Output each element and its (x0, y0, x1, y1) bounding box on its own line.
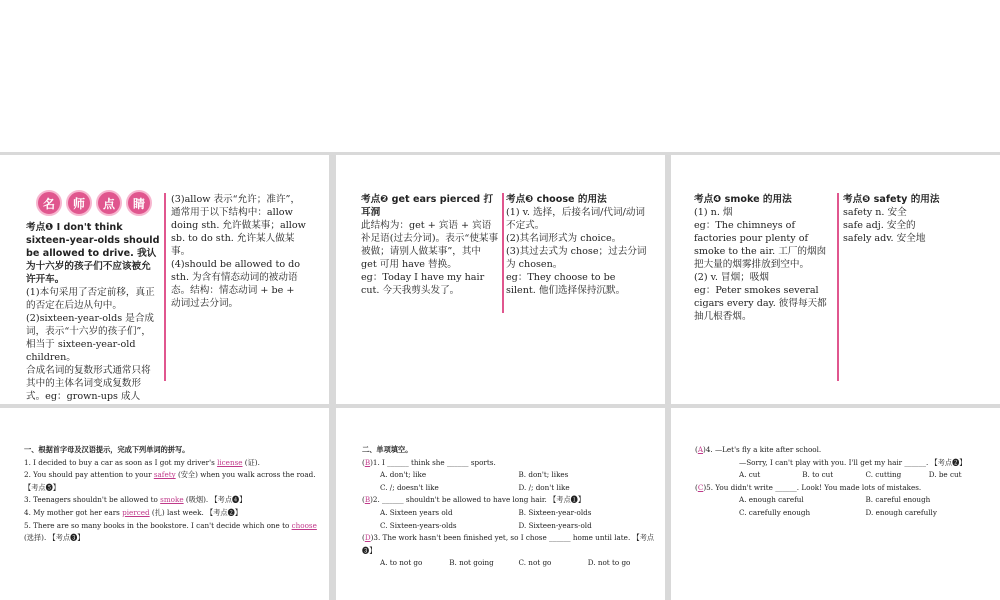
question-stem: (B)1. I ______ think she ______ sports. (362, 457, 496, 467)
options-row (362, 557, 657, 570)
item-text: (选择). 【考点❸】 (24, 533, 85, 543)
answer-letter: B (364, 457, 371, 467)
option: C. carefully enough (739, 507, 811, 517)
slide1-left-column (26, 221, 160, 403)
option: B. not going (449, 558, 494, 568)
answer-letter: A (697, 445, 704, 454)
answer-blank: smoke (160, 495, 184, 505)
option: C. cutting (865, 470, 902, 480)
option: D. be cut (928, 470, 962, 480)
point-2-example: eg：Today I have my hair cut. 今天我剪头发了。 (361, 272, 485, 296)
section-heading: 一、根据首字母及汉语提示，完成下列单词的拼写。 (24, 445, 190, 454)
options-row (695, 507, 992, 520)
point-1-note: (1)本句采用了否定前移，真正的否定在后边从句中。 (26, 287, 155, 311)
item-text: 3. Teenagers shouldn't be allowed to (24, 495, 161, 505)
stem-text: )1. I ______ think she ______ sports. (370, 457, 496, 467)
slide3-left-column (694, 193, 834, 323)
point-5-note: safely adv. 安全地 (843, 233, 926, 244)
option: C. Sixteen-years-olds (380, 520, 457, 530)
item-text: (吸烟). 【考点❹】 (183, 495, 247, 505)
answer-blank: pierced (122, 507, 150, 517)
badge-char: 睛 (126, 190, 152, 216)
slide2-right-column (506, 193, 648, 297)
option: A. cut (739, 470, 761, 480)
option: B. Sixteen-year-olds (518, 507, 592, 517)
answer-blank: license (217, 457, 243, 467)
options-row (362, 482, 657, 495)
point-3-note: (2)其名词形式为 choice。 (506, 233, 622, 244)
point-4-example: eg：Peter smokes several cigars every day. 彼得每天都抽几根香烟。 (694, 285, 827, 322)
item-text: (扎) last week. 【考点❷】 (149, 507, 242, 517)
divider-bar (164, 193, 166, 381)
point-1-note: 合成名词的复数形式通常只将其中的主体名词变成复数形式。eg：grown-ups 成人 (26, 365, 151, 402)
answer-blank: choose (291, 520, 317, 530)
item-text: 1. I decided to buy a car as soon as I got my driver's (24, 457, 218, 467)
point-5-title: 考点❺ safety 的用法 (843, 194, 940, 205)
exercise-item (24, 507, 321, 520)
option: B. don't; likes (518, 470, 569, 480)
famous-teacher-badge (36, 190, 152, 216)
point-4-note: (1) n. 烟 (694, 207, 733, 218)
options-row (362, 507, 657, 520)
spelling-exercise (24, 444, 321, 545)
divider-bar (502, 193, 504, 313)
slide-2 (336, 155, 665, 404)
question-stem: (B)2. ______ shouldn't be allowed to have long hair. 【考点❶】 (362, 495, 586, 505)
point-4-note: (2) v. 冒烟；吸烟 (694, 272, 769, 283)
badge-char: 师 (66, 190, 92, 216)
options-row (695, 494, 992, 507)
top-blank-area (0, 0, 1000, 152)
slide-3 (671, 155, 1000, 404)
option: A. don't; like (380, 470, 427, 480)
item-text: 4. My mother got her ears (24, 507, 123, 517)
slide3-right-column (843, 193, 983, 245)
option: A. to not go (380, 558, 423, 568)
point-4-example: eg：The chimneys of factories pour plenty of smoke to the air. 工厂的烟囱把大量的烟雾排放到空中。 (694, 220, 827, 270)
option: A. Sixteen years old (380, 507, 453, 517)
option: D. Sixteen-years-old (518, 520, 592, 530)
answer-blank: safety (153, 470, 176, 480)
slide2-left-column (361, 193, 499, 297)
point-1-note: (2)sixteen-year-olds 是合成词，表示“十六岁的孩子们”，相当于 sixteen-year-old children。 (26, 313, 155, 363)
divider-bar (837, 193, 839, 381)
slide-1 (0, 155, 329, 404)
choice-exercise-continued (695, 444, 992, 520)
item-text: 2. You should pay attention to your (24, 470, 154, 480)
option: A. enough careful (739, 495, 804, 505)
stem-text: )4. —Let's fly a kite after school. (703, 445, 822, 454)
point-3-note: (1) v. 选择，后接名词/代词/动词不定式。 (506, 207, 646, 231)
option: D. not to go (587, 558, 631, 568)
badge-char: 名 (36, 190, 62, 216)
badge-char: 点 (96, 190, 122, 216)
point-2-note: 此结构为：get + 宾语 + 宾语补足语(过去分词)。表示“使某事被做；请别人做某事”，其中 get 可用 have 替换。 (361, 220, 499, 270)
question-stem: (D)3. The work hasn't been finished yet, so I chose ______ home until late. 【考点❸】 (362, 533, 655, 555)
slide-4 (0, 408, 329, 600)
slide-6 (671, 408, 1000, 600)
section-heading: 二、单项填空。 (362, 445, 413, 454)
item-text: (证). (242, 457, 260, 467)
question-stem: (C)5. You didn't write ______. Look! You made lots of mistakes. (695, 482, 922, 492)
point-3-note: (3)其过去式为 chose；过去分词为 chosen。 (506, 246, 647, 270)
item-text: (安全) when you walk across the road. 【考点❺】 (24, 470, 316, 492)
point-3-example: eg：They choose to be silent. 他们选择保持沉默。 (506, 272, 626, 296)
stem-text: )3. The work hasn't been finished yet, so I chose ______ home until late. 【考点❸】 (362, 533, 655, 555)
stem-text: )2. ______ shouldn't be allowed to have long hair. 【考点❶】 (370, 495, 586, 505)
option: D. enough carefully (865, 507, 937, 517)
option: D. /; don't like (518, 482, 570, 492)
point-1-text: 考点❶ I don't think sixteen-year-olds should be allowed to drive. 我认为十六岁的孩子们不应该被允许开车。 (26, 222, 160, 285)
answer-letter: B (364, 495, 371, 505)
exercise-item (24, 520, 321, 545)
question-stem: (A)4. —Let's fly a kite after school. (695, 445, 822, 454)
exercise-item (24, 494, 321, 507)
choice-exercise (362, 444, 657, 570)
point-5-note: safe adj. 安全的 (843, 220, 916, 231)
exercise-item (24, 457, 321, 470)
slide-5 (336, 408, 665, 600)
stem-continuation: —Sorry, I can't play with you. I'll get my hair ______. 【考点❷】 (739, 457, 967, 467)
option: B. to cut (802, 470, 834, 480)
options-row (695, 469, 992, 482)
item-text: 5. There are so many books in the bookstore. I can't decide which one to (24, 520, 292, 530)
point-1-note: (4)should be allowed to do sth. 为含有情态动词的被动语态。结构：情态动词 + be + 动词过去分词。 (171, 259, 301, 309)
slide1-right-column (171, 193, 307, 310)
option: C. /; doesn't like (380, 482, 439, 492)
options-row (362, 469, 657, 482)
exercise-item (24, 469, 321, 494)
point-4-title: 考点❹ smoke 的用法 (694, 194, 792, 205)
stem-text: )5. You didn't write ______. Look! You made lots of mistakes. (703, 482, 922, 492)
options-row (362, 520, 657, 533)
answer-letter: D (364, 533, 371, 543)
option: C. not go (518, 558, 552, 568)
answer-letter: C (697, 482, 704, 492)
point-2-title: 考点❷ get ears pierced 打耳洞 (361, 194, 494, 218)
option: B. careful enough (865, 495, 931, 505)
point-3-title: 考点❸ choose 的用法 (506, 194, 607, 205)
point-1-note: (3)allow 表示“允许；准许”，通常用于以下结构中：allow doing sth. 允许做某事；allow sb. to do sth. 允许某人做某事。 (171, 194, 306, 257)
point-5-note: safety n. 安全 (843, 207, 907, 218)
